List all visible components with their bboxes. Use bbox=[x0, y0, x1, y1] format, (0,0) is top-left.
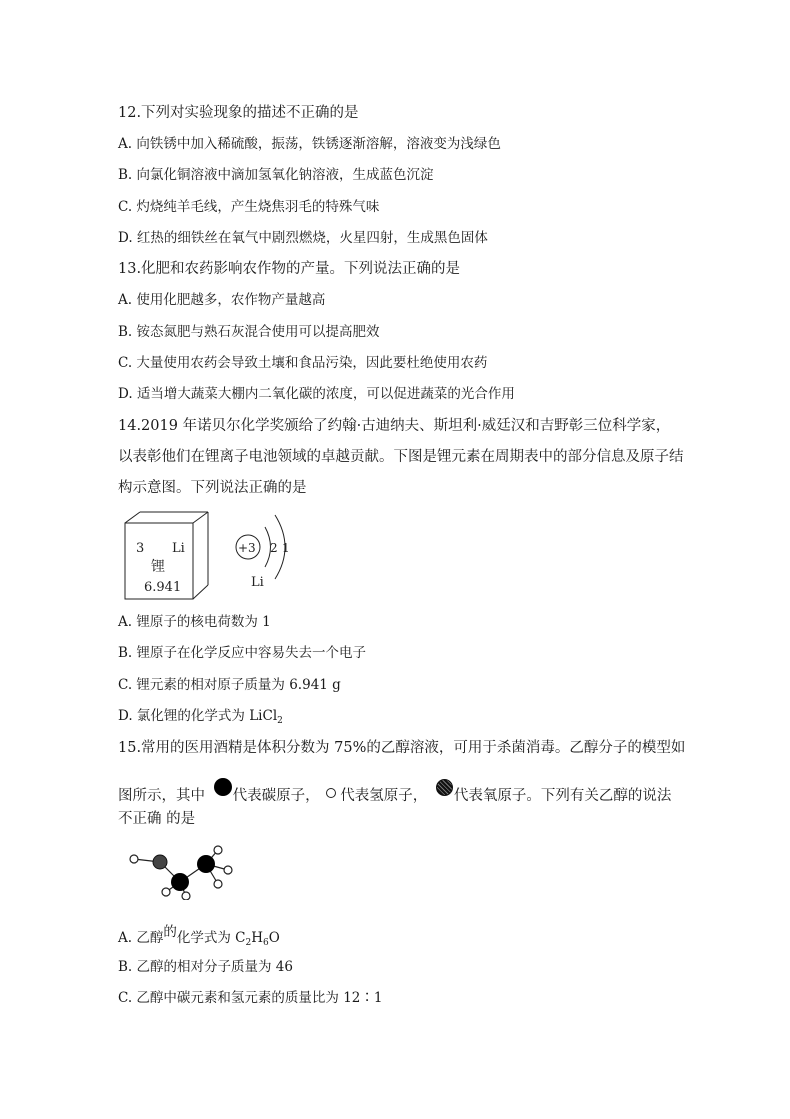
lithium-figure bbox=[118, 505, 318, 605]
q14-option-d bbox=[118, 706, 283, 731]
q15-option-b: B. 乙醇的相对分子质量为 46 bbox=[118, 959, 293, 975]
q15-option-a-sub-2: 6 bbox=[262, 938, 269, 948]
element-atomic-mass: 6.941 bbox=[144, 580, 182, 595]
q14-stem-line-3: 构示意图。下列说法正确的是 bbox=[118, 480, 307, 496]
q15-option-a-prefix: A. 乙醇 bbox=[118, 930, 164, 946]
q15-option-a-end: O bbox=[268, 930, 280, 946]
element-atomic-number: 3 bbox=[136, 541, 145, 556]
hydrogen-atom bbox=[214, 846, 222, 854]
atom-structure-diagram bbox=[236, 515, 290, 590]
q14-option-c: C. 锂元素的相对原子质量为 6.941 g bbox=[118, 677, 341, 693]
q13-option-b: B. 铵态氮肥与熟石灰混合使用可以提高肥效 bbox=[118, 324, 380, 340]
shell-2-electrons: 1 bbox=[282, 541, 290, 555]
hydrogen-atom bbox=[182, 892, 190, 900]
q14-option-d-text: D. 氯化锂的化学式为 LiCl bbox=[118, 708, 278, 724]
q15-stem-line-1: 15.常用的医用酒精是体积分数为 75%的乙醇溶液，可用于杀菌消毒。乙醇分子的模型如 bbox=[118, 740, 686, 756]
oxygen-atom-icon bbox=[436, 779, 453, 796]
hydrogen-atom bbox=[162, 888, 170, 896]
q13-option-c: C. 大量使用农药会导致土壤和食品污染，因此要杜绝使用农药 bbox=[118, 355, 488, 371]
carbon-atom bbox=[197, 855, 215, 873]
q14-option-d-subscript: 2 bbox=[277, 716, 283, 726]
atom-label: Li bbox=[251, 575, 264, 590]
carbon-atom-icon bbox=[214, 778, 232, 796]
hydrogen-atom-icon bbox=[326, 788, 336, 798]
q14-option-b: B. 锂原子在化学反应中容易失去一个电子 bbox=[118, 645, 367, 661]
q15-stem-part-2: 代表碳原子， bbox=[232, 788, 320, 804]
element-symbol: Li bbox=[172, 541, 185, 556]
q15-stem-line-3: 不正确 的是 bbox=[118, 811, 196, 827]
q15-stem-part-4: 代表氧原子。下列有关乙醇的说法 bbox=[453, 788, 672, 804]
q15-option-a-text: 化学式为 C bbox=[176, 930, 246, 946]
q15-stem-part-3: 代表氢原子， bbox=[340, 788, 428, 804]
hydrogen-atom bbox=[214, 880, 222, 888]
ethanol-molecule-model bbox=[118, 838, 248, 900]
q13-stem: 13.化肥和农药影响农作物的产量。下列说法正确的是 bbox=[118, 261, 461, 277]
hydrogen-atom bbox=[224, 866, 232, 874]
q15-option-a-raised: 的 bbox=[163, 924, 177, 940]
q15-stem-line-2 bbox=[118, 778, 671, 806]
q13-option-d: D. 适当增大蔬菜大棚内二氧化碳的浓度，可以促进蔬菜的光合作用 bbox=[118, 386, 515, 402]
q12-option-a: A. 向铁锈中加入稀硫酸，振荡，铁锈逐渐溶解，溶液变为浅绿色 bbox=[118, 136, 501, 152]
hydrogen-atom bbox=[130, 855, 138, 863]
q12-option-c: C. 灼烧纯羊毛线，产生烧焦羽毛的特殊气味 bbox=[118, 199, 380, 215]
q14-stem-line-1: 14.2019 年诺贝尔化学奖颁给了约翰·古迪纳夫、斯坦利·威廷汉和吉野彰三位科学家， bbox=[118, 418, 671, 434]
q12-option-b: B. 向氯化铜溶液中滴加氢氧化钠溶液，生成蓝色沉淀 bbox=[118, 167, 434, 183]
oxygen-atom bbox=[153, 855, 167, 869]
q15-option-a-mid: H bbox=[251, 930, 263, 946]
q15-stem-part-1: 图所示，其中 bbox=[118, 788, 205, 804]
carbon-atom bbox=[171, 873, 189, 891]
q13-option-a: A. 使用化肥越多，农作物产量越高 bbox=[118, 292, 326, 308]
q15-option-a-sub-1: 2 bbox=[245, 938, 252, 948]
q14-stem-line-2: 以表彰他们在锂离子电池领域的卓越贡献。下图是锂元素在周期表中的部分信息及原子结 bbox=[118, 449, 684, 465]
shell-1-electrons: 2 bbox=[270, 541, 278, 555]
nucleus-charge: +3 bbox=[238, 541, 256, 555]
q12-option-d: D. 红热的细铁丝在氧气中剧烈燃烧，火星四射，生成黑色固体 bbox=[118, 230, 488, 246]
q12-stem: 12.下列对实验现象的描述不正确的是 bbox=[118, 105, 359, 121]
element-name: 锂 bbox=[151, 559, 165, 575]
q15-option-a bbox=[118, 924, 280, 953]
q15-option-c: C. 乙醇中碳元素和氢元素的质量比为 12∶1 bbox=[118, 990, 383, 1006]
q14-option-a: A. 锂原子的核电荷数为 1 bbox=[118, 614, 271, 630]
